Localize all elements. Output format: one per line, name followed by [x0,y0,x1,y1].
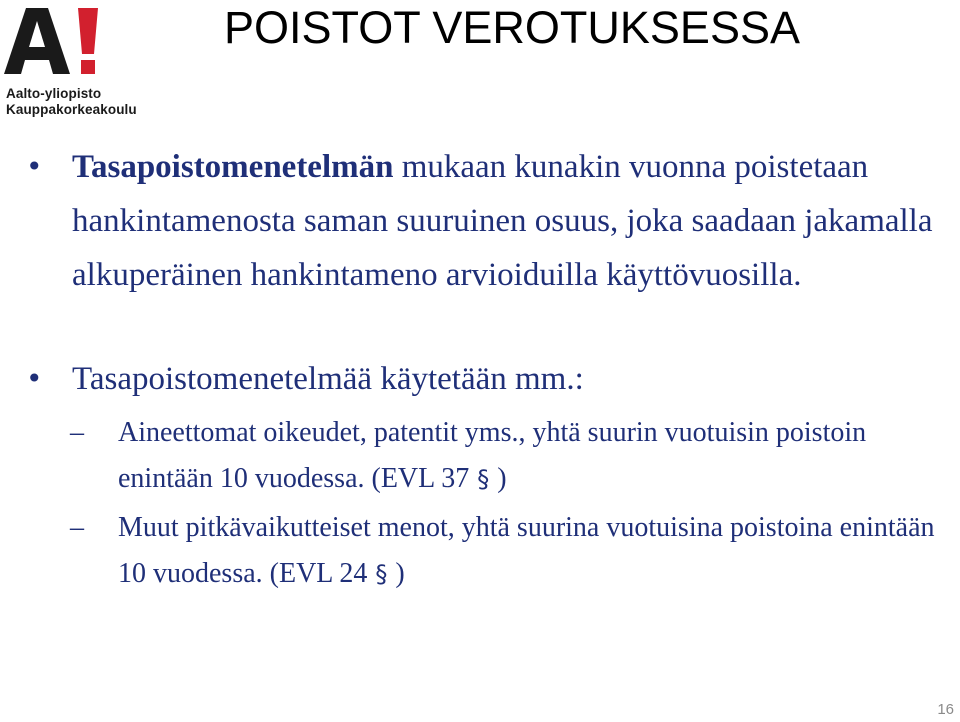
bullet-text: mukaan kunakin vuonna poistetaan hankintamenosta saman suuruinen osuus, joka saadaan jakamalla alkuperäinen hankintameno arvioiduilla käyttövuosilla. [72,149,933,293]
bullet-item [26,352,952,406]
logo-university-name: Aalto-yliopisto [6,86,102,101]
bullet-bold-term: Tasapoistomenetelmän [72,149,394,185]
sub-bullet-item [70,505,960,597]
sub-bullet-text: Muut pitkävaikutteiset menot, yhtä suurina vuotuisina poistoina enintään 10 vuodessa. (EVL 24 [118,512,935,589]
aalto-logo [4,6,164,116]
sub-bullet-text-end: ) [497,463,507,494]
dash-icon: – [70,417,84,448]
bullet-dot-icon: • [26,362,43,395]
page-number: 16 [937,701,954,718]
bullet-dot-icon: • [26,150,43,183]
logo-school-name: Kauppakorkeakoulu [6,102,137,117]
slide-title: POISTOT VEROTUKSESSA [224,2,800,53]
sub-bullet-text-end: ) [395,558,405,589]
bullet-item [26,140,952,302]
section-sign-icon: § [477,465,490,493]
sub-bullet-text: Aineettomat oikeudet, patentit yms., yhtä suurin vuotuisin poistoin enintään 10 vuodessa. (EVL 37 [118,417,867,494]
sub-bullet-item [70,410,960,502]
aalto-a-exclamation-logo-icon [4,6,104,76]
bullet-text: Tasapoistomenetelmää käytetään mm.: [72,361,584,397]
section-sign-icon: § [375,560,388,588]
dash-icon: – [70,512,84,543]
